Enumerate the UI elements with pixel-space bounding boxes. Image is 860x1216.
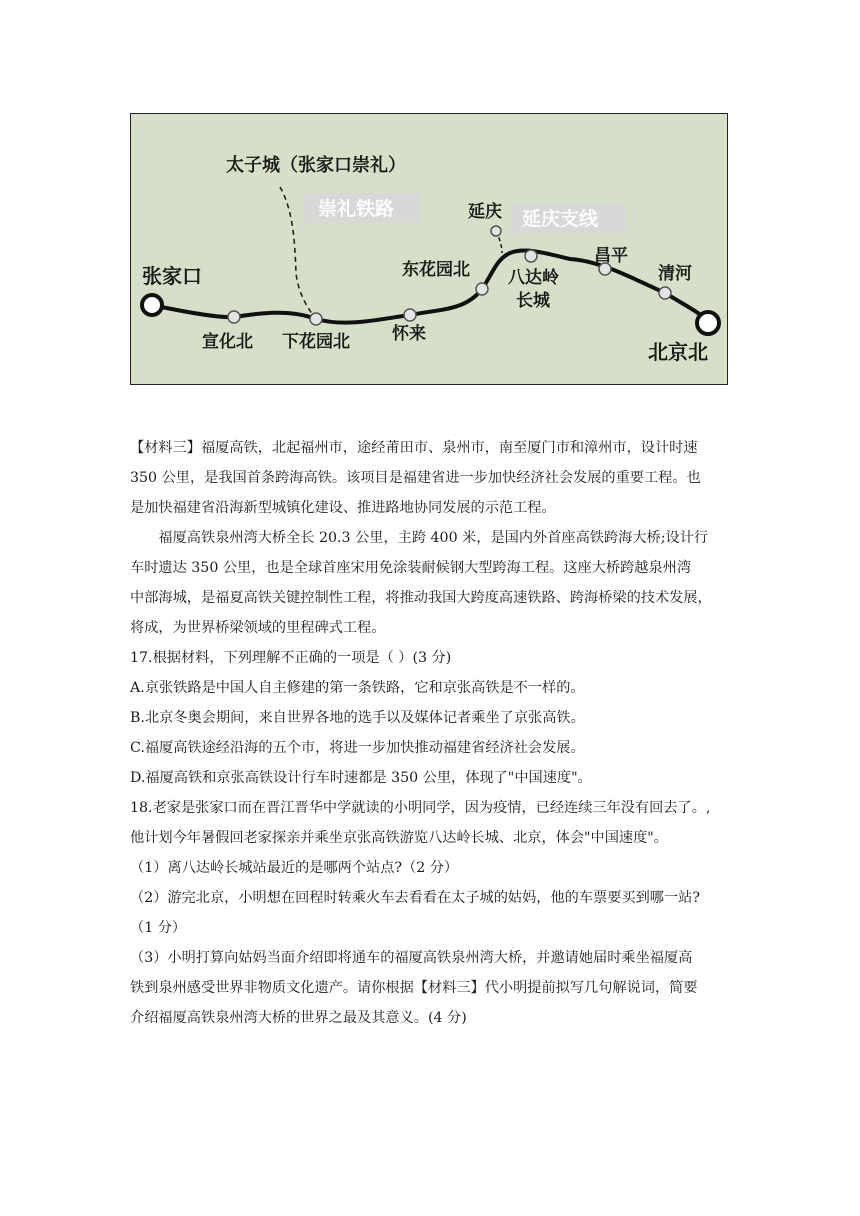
label-xuanhuabei: 宣化北 bbox=[202, 332, 253, 352]
question-18-stem: 他计划今年暑假回老家探亲并乘坐京张高铁游览八达岭长城、北京，体会"中国速度"。 bbox=[130, 830, 668, 846]
station-xiahuayuanbei-marker bbox=[310, 313, 322, 325]
label-qinghe: 清河 bbox=[658, 264, 692, 284]
material3-line: 中部海城，是福夏高铁关键控制性工程，将推动我国大跨度高速铁路、跨海桥梁的技术发展， bbox=[130, 590, 712, 606]
label-badaling: 八达岭 bbox=[508, 268, 559, 288]
label-changping: 昌平 bbox=[594, 246, 628, 266]
label-yanqing: 延庆 bbox=[468, 202, 502, 222]
yanqing-tag: 延庆支线 bbox=[522, 208, 599, 230]
question-18-part-3: 铁到泉州感受世界非物质文化遗产。请你根据【材料三】代小明提前拟写几句解说词，简要 bbox=[130, 980, 698, 996]
label-xiahuayuanbei: 下花园北 bbox=[282, 332, 350, 352]
station-zhangjiakou-marker bbox=[142, 295, 162, 315]
station-xuanhuabei-marker bbox=[228, 311, 240, 323]
chongli-tag: 崇礼铁路 bbox=[318, 198, 395, 220]
question-17-option-c: C.福厦高铁途经沿海的五个市，将进一步加快推动福建省经济社会发展。 bbox=[130, 740, 585, 756]
label-huailai: 怀来 bbox=[392, 324, 426, 344]
question-17-stem: 17.根据材料，下列理解不正确的一项是（ ）(3 分) bbox=[130, 650, 452, 666]
question-18-part-3: （3）小明打算向姑妈当面介绍即将通车的福厦高铁泉州湾大桥，并邀请她届时乘坐福厦高 bbox=[130, 950, 693, 966]
question-18-part-2: （1 分） bbox=[130, 920, 187, 936]
station-beijingbei-marker bbox=[697, 312, 719, 334]
label-taizicheng: 太子城（张家口崇礼） bbox=[226, 155, 406, 176]
label-beijingbei: 北京北 bbox=[648, 340, 708, 364]
station-qinghe-marker bbox=[659, 287, 671, 299]
station-yanqing-marker bbox=[491, 226, 501, 236]
station-donghuayuanbei-marker bbox=[476, 283, 488, 295]
material3-line: 【材料三】福厦高铁，北起福州市，途经莆田市、泉州市，南至厦门市和漳州市，设计时速 bbox=[130, 440, 698, 456]
railway-map bbox=[130, 113, 728, 385]
label-badaling-2: 长城 bbox=[516, 291, 550, 311]
material3-line: 350 公里，是我国首条跨海高铁。该项目是福建省进一步加快经济社会发展的重要工程。也 bbox=[130, 470, 701, 486]
railway-map-svg bbox=[130, 113, 728, 385]
question-18-part-3: 介绍福厦高铁泉州湾大桥的世界之最及其意义。(4 分) bbox=[130, 1010, 467, 1026]
station-huailai-marker bbox=[404, 309, 416, 321]
question-18-part-1: （1）离八达岭长城站最近的是哪两个站点?（2 分） bbox=[130, 860, 459, 876]
question-18-part-2: （2）游完北京，小明想在回程时转乘火车去看看在太子城的姑妈，他的车票要买到哪一站? bbox=[130, 890, 700, 906]
label-zhangjiakou: 张家口 bbox=[142, 264, 202, 288]
question-17-option-a: A.京张铁路是中国人自主修建的第一条铁路，它和京张高铁是不一样的。 bbox=[130, 680, 585, 696]
material3-line: 福厦高铁泉州湾大桥全长 20.3 公里，主跨 400 米，是国内外首座高铁跨海大桥;设计行 bbox=[158, 530, 709, 546]
material3-line: 车时遗达 350 公里，也是全球首座宋用免涂装耐候钢大型跨海工程。这座大桥跨越泉州湾 bbox=[130, 560, 692, 576]
question-17-option-d: D.福厦高铁和京张高铁设计行车时速都是 350 公里，体现了"中国速度"。 bbox=[130, 770, 592, 786]
question-17-option-b: B.北京冬奥会期间，来自世界各地的选手以及媒体记者乘坐了京张高铁。 bbox=[130, 710, 585, 726]
material3-line: 将成，为世界桥梁领域的里程碑式工程。 bbox=[130, 620, 386, 636]
label-donghuayuanbei: 东花园北 bbox=[402, 260, 470, 280]
material3-block bbox=[130, 433, 730, 1033]
question-18-stem: 18.老家是张家口而在晋江晋华中学就读的小明同学，因为疫情，已经连续三年没有回去了。, bbox=[130, 800, 711, 816]
material3-line: 是加快福建省沿海新型城镇化建设、推进路地协同发展的示范工程。 bbox=[130, 500, 556, 516]
station-badaling-marker bbox=[525, 250, 537, 262]
